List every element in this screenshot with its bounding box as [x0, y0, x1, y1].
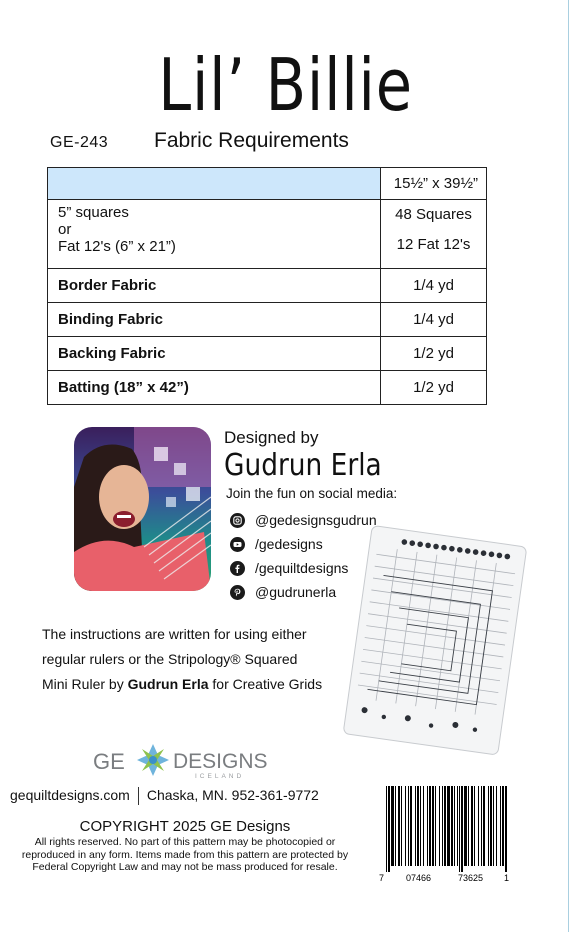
or-label: or: [58, 221, 72, 238]
barcode-bar: [395, 786, 396, 866]
fabric-requirements-heading: Fabric Requirements: [154, 129, 349, 152]
fat-12-label: Fat 12's (6” x 21”): [58, 238, 176, 255]
squares-value: 48 Squares: [395, 206, 472, 223]
barcode-bar: [432, 786, 434, 866]
barcode-bar: [423, 786, 424, 866]
barcode-bar: [420, 786, 421, 866]
instructions-line-1: The instructions are written for using either: [42, 626, 307, 642]
barcode-bar: [444, 786, 446, 866]
logo-designs-text: DESIGNS: [173, 750, 268, 773]
pinterest-handle: @gudrunerla: [255, 584, 337, 600]
barcode-bar: [496, 786, 497, 866]
barcode-bar: [461, 786, 463, 872]
copyright-heading: COPYRIGHT 2025 GE Designs: [79, 818, 291, 835]
barcode-bar: [481, 786, 482, 866]
barcode-bar: [490, 786, 492, 866]
barcode-bar: [488, 786, 489, 866]
instructions-line-3: [42, 672, 372, 697]
barcode-bar: [459, 786, 460, 872]
barcode-bar: [410, 786, 412, 866]
barcode-bar: [429, 786, 431, 866]
border-fabric-value: 1/4 yd: [381, 269, 487, 303]
backing-fabric-label: Backing Fabric: [48, 337, 381, 371]
instagram-handle: @gedesignsgudrun: [255, 512, 377, 528]
fat-12-value: 12 Fat 12's: [396, 236, 471, 253]
barcode-bar: [493, 786, 494, 866]
website-link[interactable]: gequiltdesigns.com: [10, 787, 130, 803]
border-fabric-label: Border Fabric: [48, 269, 381, 303]
logo-iceland-text: ICELAND: [195, 773, 245, 780]
instructions-line-3-end: for Creative Grids: [208, 676, 323, 692]
upc-barcode: [376, 784, 516, 884]
table-row-border: [48, 269, 487, 303]
binding-fabric-label: Binding Fabric: [48, 303, 381, 337]
instructions-text: [42, 622, 372, 697]
squares-label: 5” squares: [58, 204, 129, 221]
table-row-binding: [48, 303, 487, 337]
barcode-bar: [439, 786, 440, 866]
logo-ge-text: GE: [93, 749, 125, 774]
barcode-bar: [447, 786, 450, 866]
barcode-digits-3: 73625: [458, 873, 484, 883]
barcode-bar: [442, 786, 443, 866]
barcode-bar: [454, 786, 455, 866]
barcode-bar: [464, 786, 467, 866]
ge-designs-logo: [93, 740, 273, 780]
barcode-bar: [417, 786, 419, 866]
barcode-digit-4: 1: [504, 873, 510, 883]
binding-fabric-value: 1/4 yd: [381, 303, 487, 337]
contact-info: [10, 787, 365, 805]
pinterest-icon: [230, 585, 245, 600]
fabric-requirements-table: [47, 167, 487, 405]
barcode-bar: [471, 786, 473, 866]
barcode-bar: [505, 786, 507, 872]
facebook-handle: /gequiltdesigns: [255, 560, 349, 576]
batting-value: 1/2 yd: [381, 371, 487, 405]
barcode-bar: [398, 786, 400, 866]
table-header-row: [48, 168, 487, 200]
barcode-bar: [483, 786, 485, 866]
barcode-bar: [435, 786, 436, 866]
facebook-icon: [230, 561, 245, 576]
instructions-line-2: regular rulers or the Stripology® Squared: [42, 651, 298, 667]
barcode-bar: [427, 786, 428, 866]
designed-by-label: Designed by: [224, 428, 319, 447]
header-blank-cell: [48, 168, 381, 200]
pattern-title: Lil’ Billie: [158, 43, 413, 127]
youtube-handle: /gedesigns: [255, 536, 323, 552]
table-row-backing: [48, 337, 487, 371]
barcode-digit-1: 7: [379, 873, 385, 883]
barcode-bar: [457, 786, 458, 866]
barcode-bar: [502, 786, 504, 866]
designer-photo: [74, 427, 211, 591]
table-row-batting: [48, 371, 487, 405]
barcode-bar: [468, 786, 469, 866]
squares-label-cell: [48, 200, 381, 269]
barcode-digits-2: 07466: [406, 873, 432, 883]
instagram-icon: [230, 513, 245, 528]
barcode-bar: [386, 786, 387, 872]
join-social-text: Join the fun on social media:: [226, 486, 398, 501]
barcode-bar: [405, 786, 406, 866]
barcode-bar: [391, 786, 394, 866]
instructions-line-3-start: Mini Ruler by: [42, 676, 128, 692]
location-phone: Chaska, MN. 952-361-9772: [146, 787, 319, 803]
quilt-size-header: 15½” x 39½”: [381, 168, 487, 200]
pattern-code: GE-243: [50, 134, 109, 151]
barcode-bar: [451, 786, 453, 866]
barcode-bar: [401, 786, 402, 866]
barcode-bar: [415, 786, 416, 866]
barcode-bar: [408, 786, 409, 866]
barcode-bar: [500, 786, 501, 866]
youtube-icon: [230, 537, 245, 552]
ruler-designer-name: Gudrun Erla: [127, 676, 209, 692]
designer-name: Gudrun Erla: [224, 448, 382, 483]
barcode-bar: [478, 786, 479, 866]
batting-label: Batting (18” x 42”): [48, 371, 381, 405]
edge-line: [568, 0, 569, 932]
contact-divider: [138, 787, 139, 805]
table-row-squares: [48, 200, 487, 269]
backing-fabric-value: 1/2 yd: [381, 337, 487, 371]
star-flower-icon: [137, 744, 169, 776]
legal-notice: All rights reserved. No part of this pattern may be photocopied or reproduced in any form. Items made from this pattern are protected by Federal Copyright Law and may not be mass produced for resale.: [21, 836, 349, 873]
barcode-bar: [474, 786, 475, 866]
squares-value-cell: [381, 200, 487, 269]
barcode-bar: [388, 786, 390, 872]
